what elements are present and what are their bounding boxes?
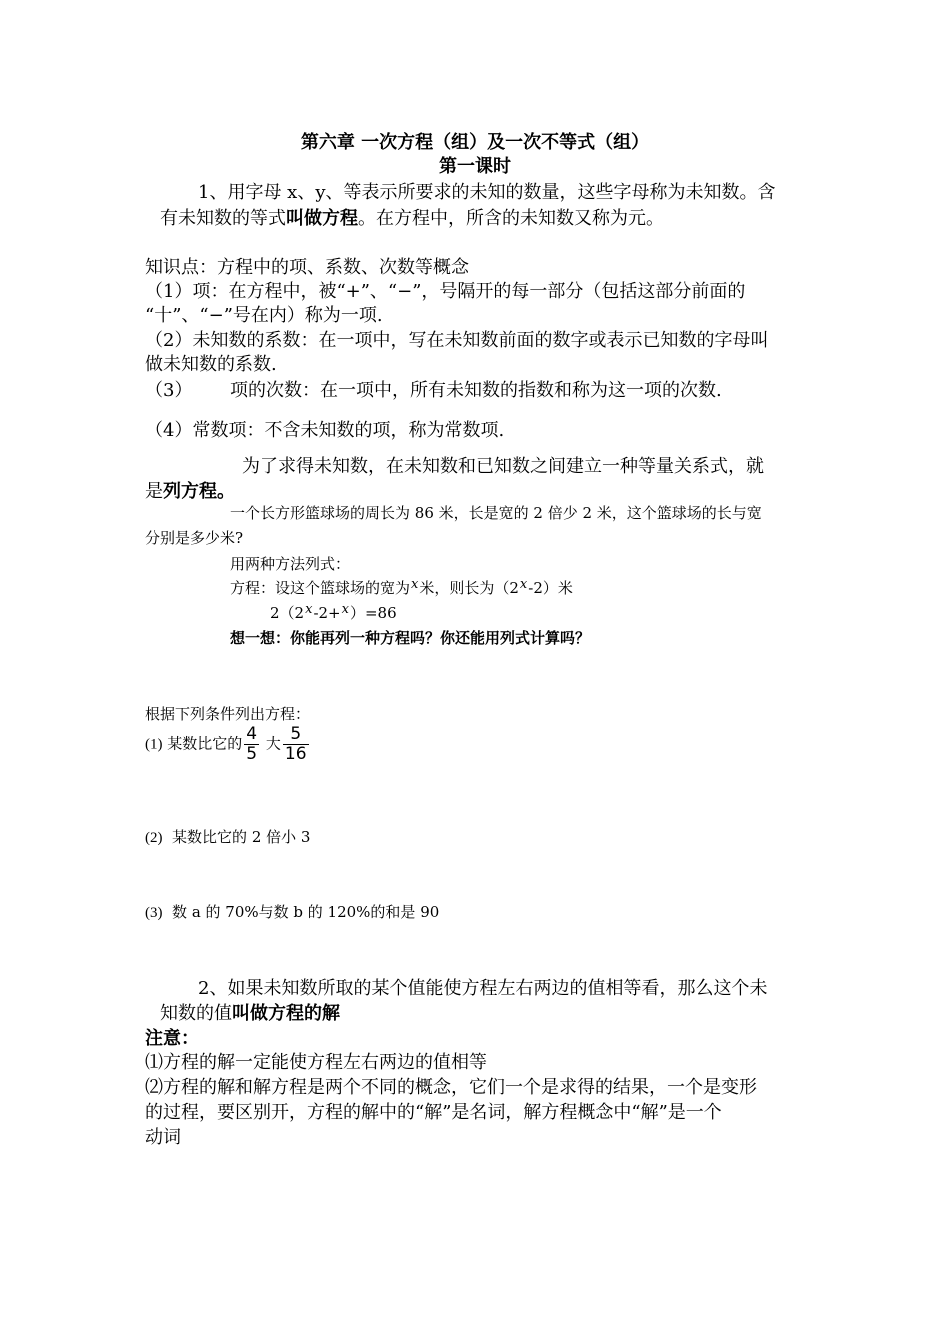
- knowledge-item-1a: （1）项：在方程中，被“+”、“−”，号隔开的每一部分（包括这部分前面的: [145, 281, 746, 302]
- knowledge-item-4: （4）常数项：不含未知数的项，称为常数项.: [145, 420, 505, 441]
- equation-2-part-b: -2+: [313, 604, 341, 622]
- definition-1-text: 有未知数的等式: [160, 208, 286, 229]
- question-1-number: (1): [145, 736, 163, 753]
- definition-1-bold: 叫做方程: [286, 208, 358, 229]
- example-equation-2: [270, 602, 397, 623]
- definition-1-tail: 。在方程中，所含的未知数又称为元。: [358, 208, 664, 229]
- variable-x: x: [519, 577, 528, 592]
- definition-2-line-1: 2、如果未知数所取的某个值能使方程左右两边的值相等看，那么这个未: [198, 978, 768, 999]
- question-3-number: (3): [145, 905, 163, 921]
- question-1-mid: 大: [265, 734, 281, 753]
- list-equation-bold: 列方程。: [163, 481, 235, 502]
- fraction-numerator: 5: [290, 724, 302, 744]
- lesson-subtitle: 第一课时: [439, 156, 511, 177]
- exercise-question-1: [145, 725, 311, 764]
- definition-2-text: 知数的值: [160, 1003, 232, 1024]
- equation-1-part-c: -2）米: [528, 579, 573, 597]
- list-equation-line-2: [145, 477, 235, 503]
- list-equation-text: 是: [145, 481, 163, 502]
- question-2-number: (2): [145, 830, 163, 846]
- fraction-denominator: 16: [284, 744, 307, 764]
- note-item-1: ⑴方程的解一定能使方程左右两边的值相等: [145, 1052, 487, 1073]
- definition-2-line-2: [160, 999, 340, 1025]
- note-item-2c: 动词: [145, 1127, 181, 1148]
- equation-2-part-a: 2（2: [270, 604, 305, 622]
- question-3-text: 数 a 的 70%与数 b 的 120%的和是 90: [172, 903, 440, 921]
- definition-1-line-2: [160, 204, 664, 230]
- fraction-five-sixteenths: [283, 725, 309, 764]
- exercise-heading: 根据下列条件列出方程：: [145, 705, 311, 723]
- equation-1-part-a: 方程：设这个篮球场的宽为: [230, 579, 411, 597]
- variable-x: x: [411, 577, 419, 592]
- page-title: 第六章 一次方程（组）及一次不等式（组）: [300, 132, 650, 153]
- note-heading: 注意：: [145, 1028, 199, 1049]
- example-methods: 用两种方法列式：: [230, 555, 351, 573]
- fraction-denominator: 5: [246, 744, 258, 764]
- knowledge-item-3-text: 项的次数：在一项中，所有未知数的指数和称为这一项的次数.: [230, 380, 722, 401]
- fraction-four-fifths: [244, 725, 259, 764]
- example-equation-1: [230, 577, 573, 598]
- variable-x: x: [341, 602, 349, 617]
- knowledge-heading: 知识点：方程中的项、系数、次数等概念: [145, 257, 469, 278]
- question-1-text: 某数比它的: [167, 734, 243, 753]
- list-equation-line-1: 为了求得未知数，在未知数和已知数之间建立一种等量关系式，就: [242, 456, 764, 477]
- example-line-1: 一个长方形篮球场的周长为 86 米，长是宽的 2 倍少 2 米，这个篮球场的长与宽: [230, 504, 762, 522]
- definition-1-line-1: 1、用字母 x、y、等表示所要求的未知的数量，这些字母称为未知数。含: [198, 182, 776, 203]
- think-prompt: 想一想：你能再列一种方程吗？你还能用列式计算吗？: [230, 629, 591, 647]
- knowledge-item-3-number: （3）: [145, 380, 193, 401]
- note-item-2b: 的过程，要区别开，方程的解中的“解”是名词，解方程概念中“解”是一个: [145, 1102, 722, 1123]
- note-item-2a: ⑵方程的解和解方程是两个不同的概念，它们一个是求得的结果，一个是变形: [145, 1077, 757, 1098]
- knowledge-item-2a: （2）未知数的系数：在一项中，写在未知数前面的数字或表示已知数的字母叫: [145, 330, 769, 351]
- knowledge-item-2b: 做未知数的系数.: [145, 354, 277, 375]
- knowledge-item-1b: “十”、“−”号在内）称为一项.: [145, 305, 383, 326]
- variable-x: x: [305, 602, 313, 617]
- equation-1-part-b: 米，则长为（2: [419, 579, 519, 597]
- question-2-text: 某数比它的 2 倍小 3: [172, 828, 311, 846]
- exercise-question-3: [145, 901, 439, 922]
- definition-2-bold: 叫做方程的解: [232, 1003, 340, 1024]
- fraction-numerator: 4: [246, 724, 258, 744]
- equation-2-part-c: ）=86: [349, 604, 397, 622]
- example-line-2: 分别是多少米?: [145, 529, 244, 547]
- exercise-question-2: [145, 826, 310, 847]
